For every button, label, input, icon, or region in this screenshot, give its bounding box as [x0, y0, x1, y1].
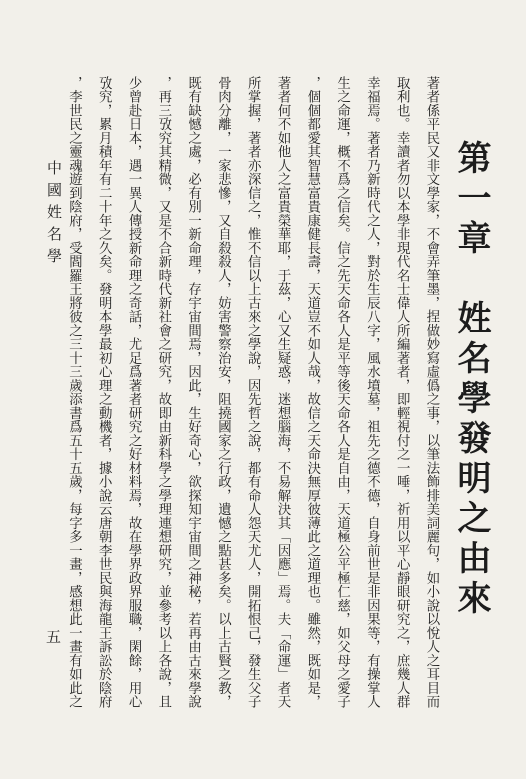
text-line: 著者何不如他人之富貴榮華耶，于茲，心又生疑惑，迷想腦海，不易解決其「因應」焉。夫「命運」者天 — [275, 76, 291, 709]
page-number: 五 — [46, 628, 62, 646]
text-line: 攷究，累月積年有二十年之久矣。發明本學最初心理之動機者，據小說云唐朝李世民與海龍王訴訟於陰府 — [96, 76, 112, 709]
running-head: 中國姓名學 — [45, 160, 63, 270]
chapter-title: 第一章 姓名學發明之由來 — [451, 140, 491, 620]
text-line: 骨肉分離，一家悲慘，又自殺殺人，妨害警察治安，阻撓國家之行政，遺憾之點甚多矣。以上古賢之教， — [215, 76, 231, 709]
text-line: 生之命運，概不爲之信矣。信之先天命各人是平等後天命各人是自由，天道極公平極仁慈，如父母之愛子 — [334, 76, 350, 709]
text-line: 少曾赴日本，遇一異人傳授新命理之奇話，尤足爲著者研究之好材料焉，故在學界政界服職，閑餘，用心 — [126, 76, 142, 709]
text-line: 既有缺憾之處，必有別一新命理，存宇宙間焉，因此，生好奇心，欲探知宇宙間之神秘，若再由古來學說 — [185, 76, 201, 709]
text-line: 幸福焉。著者乃新時代之人，對於生辰八字，風水墳墓，祖先之德不德，自身前世是非因果等，有操掌人 — [364, 76, 380, 709]
text-line: ，個個都愛其智慧富貴康健長壽，天道豈不如人哉，故信之天命決無厚彼薄此之道理也。雖然，既如是， — [304, 76, 320, 709]
text-line: ，李世民之靈魂遊到陰府，受閻羅王將彼之三十三歲添書爲五十五歲，每字多一畫，感想此一畫有如此之 — [66, 76, 82, 709]
text-line: 所掌握，著者亦深信之，惟不信以上古來之學說，因先哲之說，都有命人怨天尤人，開拓恨己，發生父子 — [245, 76, 261, 709]
body-text — [66, 76, 446, 709]
text-line: 著者係平民又非文學家，不會弄筆墨，捏做妙寫虛僞之事，以筆法飾排美詞麗句，如小說以悅人之耳目而 — [424, 76, 439, 709]
text-line: ，再三攷究其精微，又是不合新時代新社會之研究，故即由新科學之學理連想研究，並參考以上各說，且 — [155, 76, 171, 709]
text-line: 取利也。幸讀者勿以本學非現代名士偉人所編著者，即輕視付之一唾，祈用以平心靜眼研究之，庶幾人群 — [394, 76, 410, 709]
